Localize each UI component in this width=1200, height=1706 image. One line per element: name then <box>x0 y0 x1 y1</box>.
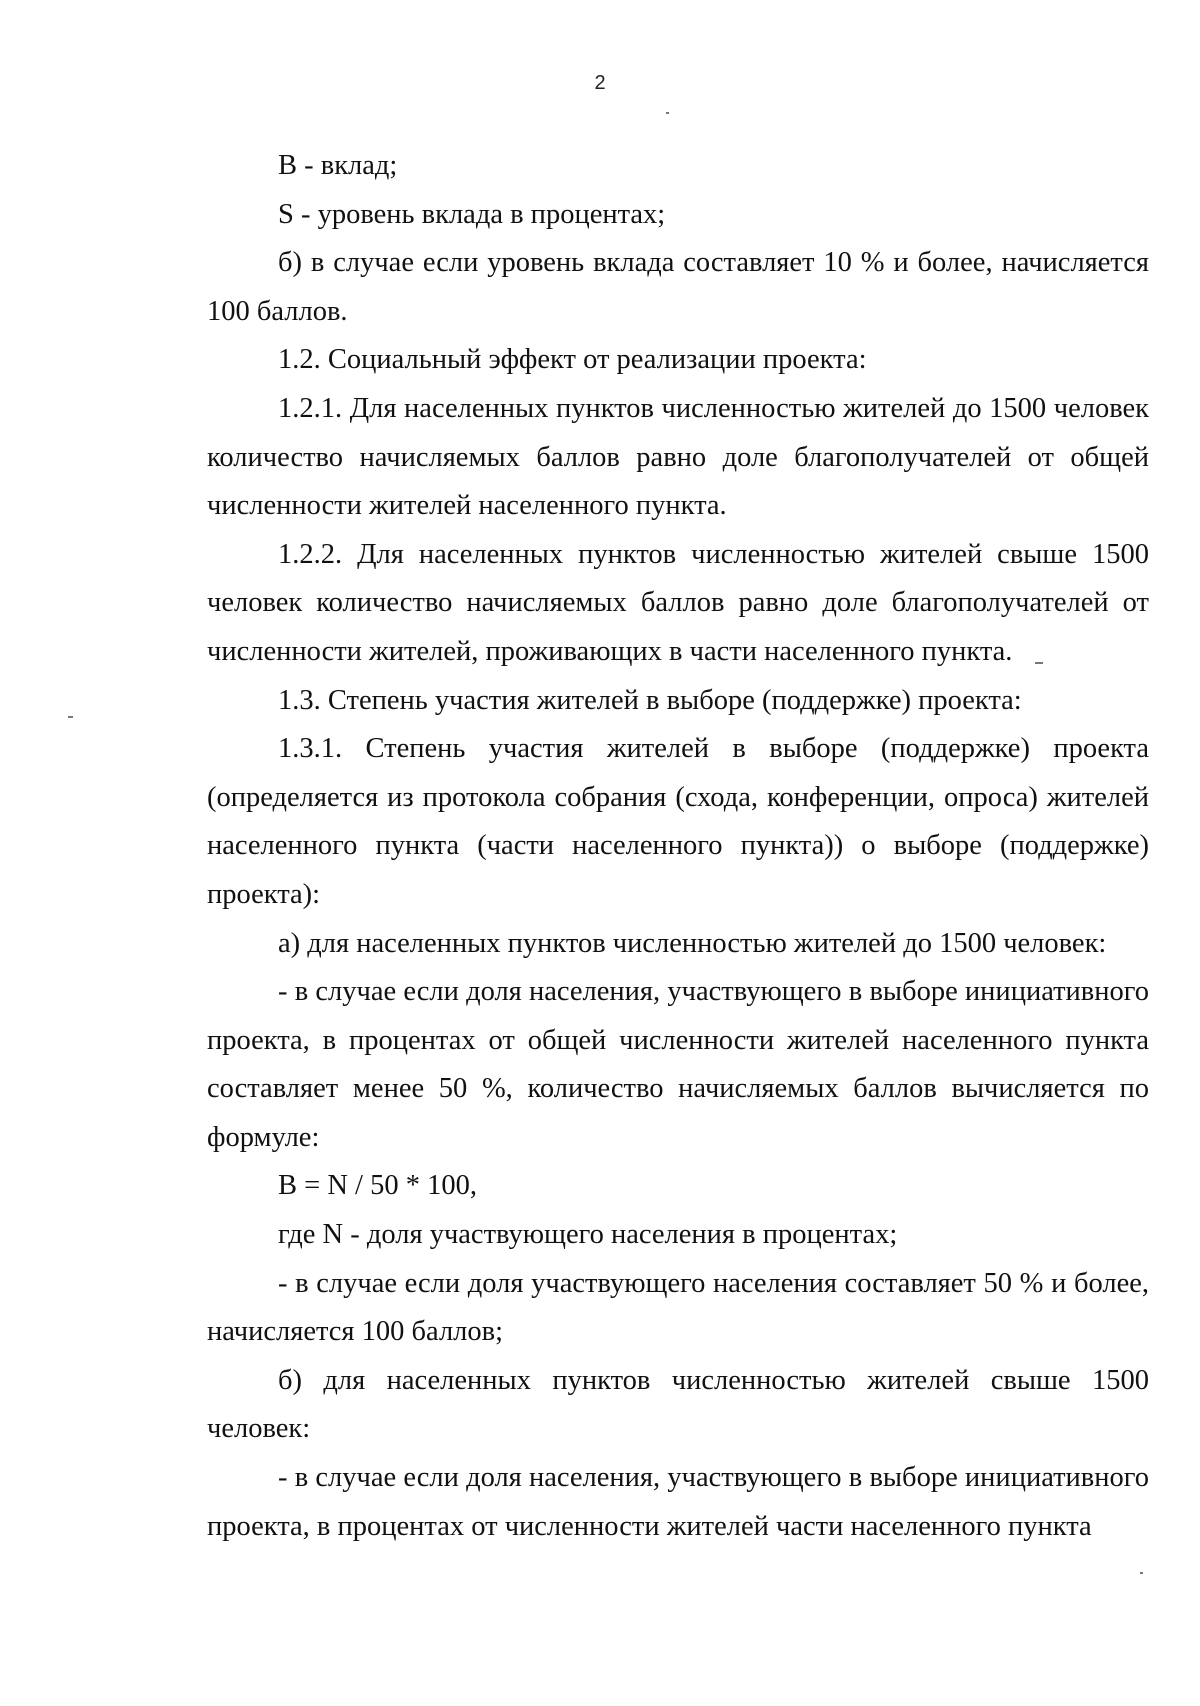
paragraph-formula: B = N / 50 * 100, <box>278 1170 477 1202</box>
paragraph-1-3-1: 1.3.1. Степень участия жителей в выборе (поддержке) проекта (определяется из протокола собрания (схода, конференции, опроса) жителей населенного пункта (части населенного пункта)) о выборе (поддержке) проекта): <box>207 733 1149 910</box>
paragraph-1-3-heading: 1.3. Степень участия жителей в выборе (поддержке) проекта: <box>278 684 1022 716</box>
paragraph-formula-where: где N - доля участвующего населения в процентах; <box>278 1219 898 1251</box>
scan-speck <box>1140 1572 1143 1574</box>
document-body <box>207 142 1149 1551</box>
page-number: 2 <box>594 72 606 94</box>
paragraph-bullet-less-50: - в случае если доля населения, участвующего в выборе инициативного проекта, в процентах от общей численности жителей населенного пункта составляет менее 50 %, количество начисляемых баллов вычисляется по формуле: <box>207 976 1149 1153</box>
paragraph-1-2-2: 1.2.2. Для населенных пунктов численностью жителей свыше 1500 человек количество начисляемых баллов равно доле благополучателей от численности жителей, проживающих в части населенного пункта. <box>207 538 1149 667</box>
scan-speck <box>666 112 669 114</box>
paragraph-1-2-heading: 1.2. Социальный эффект от реализации проекта: <box>278 344 867 376</box>
paragraph-contribution-level-def: S - уровень вклада в процентах; <box>278 198 666 230</box>
paragraph-item-b: б) для населенных пунктов численностью жителей свыше 1500 человек: <box>207 1364 1149 1445</box>
paragraph-item-a: а) для населенных пунктов численностью жителей до 1500 человек: <box>278 927 1107 959</box>
paragraph-bullet-50-more: - в случае если доля участвующего населения составляет 50 % и более, начисляется 100 баллов; <box>207 1267 1149 1348</box>
paragraph-item-b-contribution: б) в случае если уровень вклада составляет 10 % и более, начисляется 100 баллов. <box>207 247 1149 327</box>
paragraph-1-2-1: 1.2.1. Для населенных пунктов численностью жителей до 1500 человек количество начисляемых баллов равно доле благополучателей от общей численности жителей населенного пункта. <box>207 392 1149 522</box>
paragraph-bullet-part-settlement: - в случае если доля населения, участвующего в выборе инициативного проекта, в процентах от численности жителей части населенного пункта <box>207 1462 1149 1542</box>
paragraph-contribution-def: В - вклад; <box>278 150 398 181</box>
scan-speck <box>68 716 73 718</box>
